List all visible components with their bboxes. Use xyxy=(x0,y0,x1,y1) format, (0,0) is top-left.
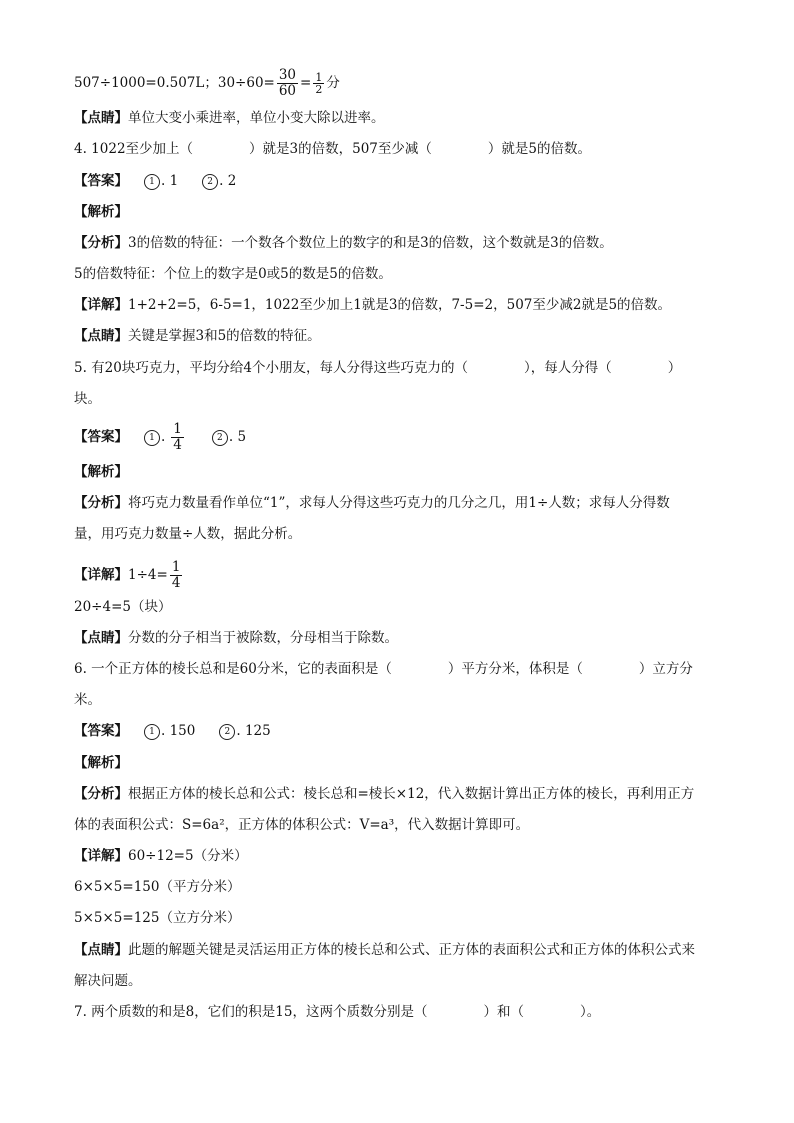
detail-4: 【详解】1+2+2=5，6-5=1，1022至少加上1就是3的倍数，7-5=2，507至少减2就是5的倍数。 xyxy=(74,297,672,313)
analysis-heading-4: 【解析】 xyxy=(74,204,128,220)
analysis-4-cont: 5的倍数特征：个位上的数字是0或5的数是5的倍数。 xyxy=(74,266,392,282)
circled-number: 2 xyxy=(219,724,235,740)
dianjing-1: 【点睛】单位大变小乘进率，单位小变大除以进率。 xyxy=(74,110,385,126)
analysis-6-cont: 体的表面积公式：S=6a²，正方体的体积公式：V=a³，代入数据计算即可。 xyxy=(74,817,530,833)
analysis-6: 【分析】根据正方体的棱长总和公式：棱长总和=棱长×12，代入数据计算出正方体的棱长，再利用正方 xyxy=(74,786,695,802)
detail-6-line2: 6×5×5=150（平方分米） xyxy=(74,879,241,895)
answer-4: 【答案】 1 . 1 2 . 2 xyxy=(74,173,237,189)
line-unit-conversion: 507÷1000=0.507L；30÷60= $\frac{30}{60}$ = $\frac{1}{2}$ 分 xyxy=(74,67,340,99)
question-6-cont: 米。 xyxy=(74,692,101,708)
dianjing-6: 【点睛】此题的解题关键是灵活运用正方体的棱长总和公式、正方体的表面积公式和正方体的体积公式来 xyxy=(74,942,695,958)
fraction-30-60: $\frac{30}{60}$ xyxy=(278,67,297,99)
analysis-4: 【分析】3的倍数的特征：一个数各个数位上的数字的和是3的倍数，这个数就是3的倍数。 xyxy=(74,235,613,251)
analysis-heading-6: 【解析】 xyxy=(74,755,128,771)
dianjing-5: 【点睛】分数的分子相当于被除数，分母相当于除数。 xyxy=(74,630,398,646)
detail-5: 【详解】1÷4= $\frac{1}{4}$ xyxy=(74,559,181,591)
question-5-cont: 块。 xyxy=(74,391,101,407)
circled-number: 2 xyxy=(202,174,218,190)
detail-6-line3: 5×5×5=125（立方分米） xyxy=(74,910,241,926)
circled-number: 1 xyxy=(144,430,160,446)
fraction-1-4: $\frac{1}{4}$ xyxy=(173,421,182,453)
question-4: 4. 1022至少加上（ ）就是3的倍数，507至少减（ ）就是5的倍数。 xyxy=(74,141,591,157)
detail-5-cont: 20÷4=5（块） xyxy=(74,599,172,615)
conversion-text: 507÷1000=0.507L；30÷60= xyxy=(74,75,275,91)
answer-5: 【答案】 1 . $\frac{1}{4}$ 2 . 5 xyxy=(74,421,247,453)
answer-6: 【答案】 1 . 150 2 . 125 xyxy=(74,723,271,739)
question-7: 7. 两个质数的和是8，它们的积是15，这两个质数分别是（ ）和（ ）。 xyxy=(74,1004,601,1020)
detail-6: 【详解】60÷12=5（分米） xyxy=(74,848,248,864)
question-5: 5. 有20块巧克力，平均分给4个小朋友，每人分得这些巧克力的（ ），每人分得（ ） xyxy=(74,360,682,376)
circled-number: 1 xyxy=(144,174,160,190)
circled-number: 2 xyxy=(212,430,228,446)
dianjing-6-cont: 解决问题。 xyxy=(74,973,142,989)
dianjing-4: 【点睛】关键是掌握3和5的倍数的特征。 xyxy=(74,328,321,344)
fraction-1-4: $\frac{1}{4}$ xyxy=(171,559,181,591)
analysis-5-cont: 量，用巧克力数量÷人数，据此分析。 xyxy=(74,526,302,542)
fraction-1-2: $\frac{1}{2}$ xyxy=(315,71,323,96)
circled-number: 1 xyxy=(144,724,160,740)
analysis-5: 【分析】将巧克力数量看作单位“1”，求每人分得这些巧克力的几分之几，用1÷人数；求每人分得数 xyxy=(74,495,670,511)
question-6: 6. 一个正方体的棱长总和是60分米，它的表面积是（ ）平方分米，体积是（ ）立方分 xyxy=(74,661,693,677)
analysis-heading-5: 【解析】 xyxy=(74,464,128,480)
